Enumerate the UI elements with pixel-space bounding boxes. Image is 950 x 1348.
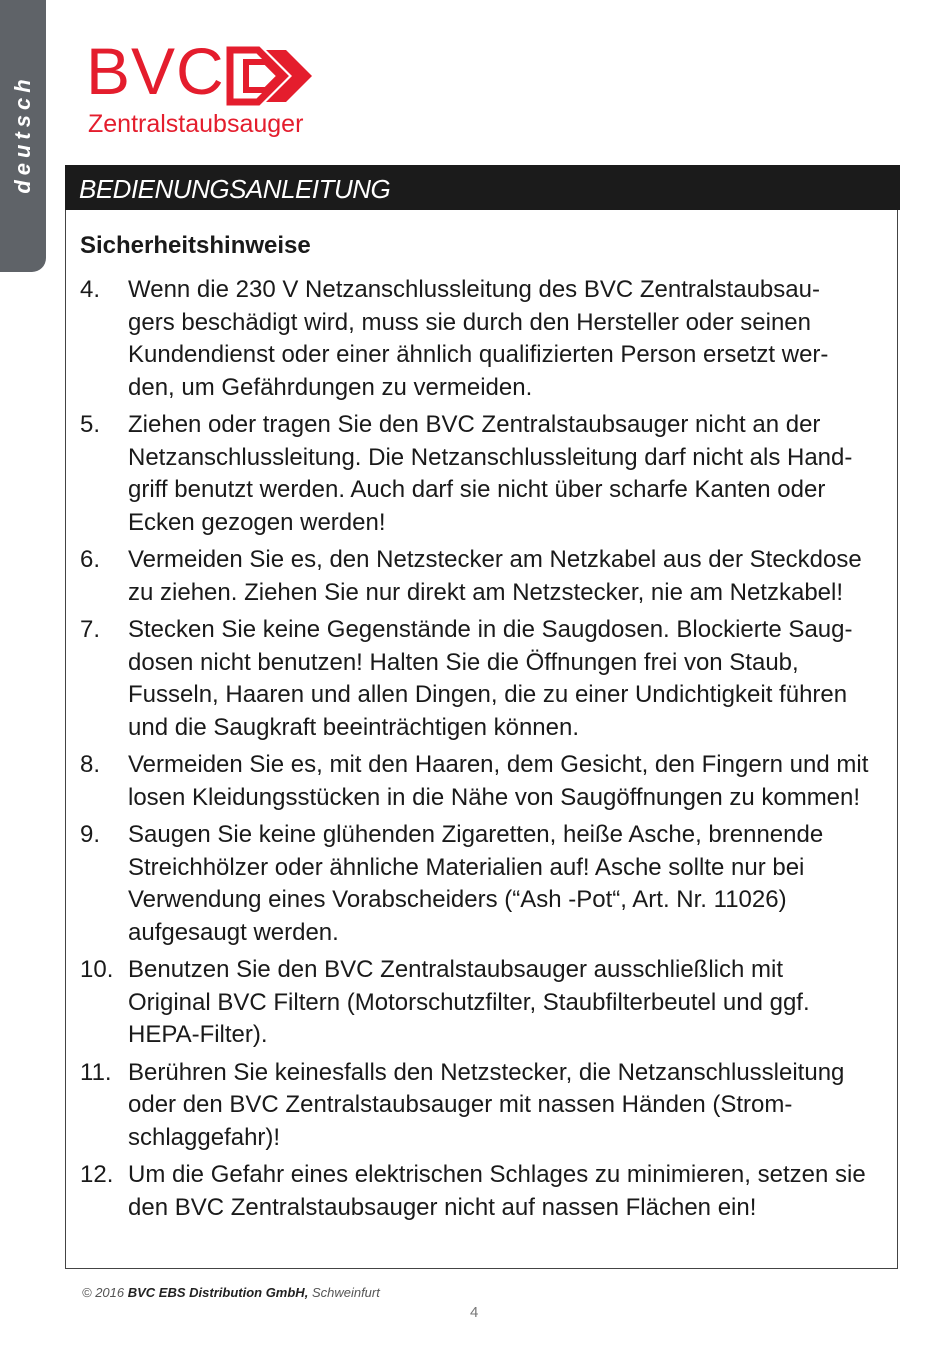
company-name: BVC EBS Distribution GmbH,: [127, 1285, 309, 1300]
header-bar: [65, 165, 900, 210]
item-number: 7.: [80, 616, 101, 643]
safety-list: [80, 274, 880, 1229]
bvc-logo: [86, 34, 326, 139]
logo-subtitle: Zentralstaubsauger: [88, 110, 304, 138]
company-city: Schweinfurt: [311, 1285, 380, 1300]
item-number: 9.: [80, 821, 101, 848]
copyright-year: © 2016: [82, 1285, 125, 1300]
list-item: [80, 409, 880, 539]
item-text: Vermeiden Sie es, den Netzstecker am Netzkabel aus der Steckdose zu ziehen. Ziehen Sie nur direkt am Netzstecker, nie am Netzkabel!: [128, 546, 862, 606]
list-item: [80, 954, 880, 1052]
item-text: Vermeiden Sie es, mit den Haaren, dem Gesicht, den Fingern und mit losen Kleidungsstücken in die Nähe von Saugöffnungen zu kommen!: [128, 751, 869, 811]
footer-copyright: [82, 1285, 380, 1300]
section-title: Sicherheitshinweise: [80, 232, 311, 259]
item-number: 8.: [80, 751, 101, 778]
item-text: Um die Gefahr eines elektrischen Schlages zu minimieren, setzen sie den BVC Zentralstaubsauger nicht auf nassen Flächen ein!: [128, 1161, 866, 1221]
logo-arrow-icon: [226, 44, 316, 108]
page-number: 4: [470, 1304, 479, 1321]
list-item: [80, 1159, 880, 1224]
list-item: [80, 614, 880, 744]
item-number: 6.: [80, 546, 101, 573]
item-number: 10.: [80, 956, 114, 983]
item-text: Wenn die 230 V Netzanschlussleitung des BVC Zentralstaubsau- gers beschädigt wird, muss sie durch den Hersteller oder seinen Kundendienst oder einer ähnlich qualifizierten Person ersetzt wer- den, um Gefährdungen zu vermeiden.: [128, 276, 829, 401]
language-tab: [0, 0, 46, 272]
page-title: BEDIENUNGSANLEITUNG: [79, 174, 391, 204]
item-text: Berühren Sie keinesfalls den Netzstecker, die Netzanschlussleitung oder den BVC Zentralstaubsauger mit nassen Händen (Strom- schlaggefahr)!: [128, 1058, 845, 1151]
item-number: 11.: [80, 1058, 112, 1086]
item-text: Saugen Sie keine glühenden Zigaretten, heiße Asche, brennende Streichhölzer oder ähnliche Materialien auf! Asche sollte nur bei Verwendung eines Vorabscheiders (“Ash -Pot“, Art. Nr. 11026) aufgesaugt werden.: [128, 821, 824, 946]
list-item: [80, 819, 880, 949]
item-number: 4.: [80, 276, 101, 303]
item-number: 5.: [80, 411, 101, 438]
item-text: Ziehen oder tragen Sie den BVC Zentralstaubsauger nicht an der Netzanschlussleitung. Die Netzanschlussleitung darf nicht als Hand- griff benutzt werden. Auch darf sie nicht über scharfe Kanten oder Ecken gezogen werden!: [128, 411, 853, 536]
list-item: [80, 749, 880, 814]
list-item: [80, 1057, 880, 1155]
item-text: Benutzen Sie den BVC Zentralstaubsauger ausschließlich mit Original BVC Filtern (Motorschutzfilter, Staubfilterbeutel und ggf. HEPA-Filter).: [128, 956, 810, 1048]
language-label: deutsch: [10, 74, 35, 194]
item-text: Stecken Sie keine Gegenstände in die Saugdosen. Blockierte Saug- dosen nicht benutzen! Halten Sie die Öffnungen frei von Staub, Fusseln, Haaren und allen Dingen, die zu einer Undichtigkeit führen und die Saugkraft beeinträchtigen können.: [128, 616, 853, 741]
item-number: 12.: [80, 1161, 114, 1188]
logo-brand: BVC: [86, 34, 225, 108]
list-item: [80, 274, 880, 404]
list-item: [80, 544, 880, 609]
